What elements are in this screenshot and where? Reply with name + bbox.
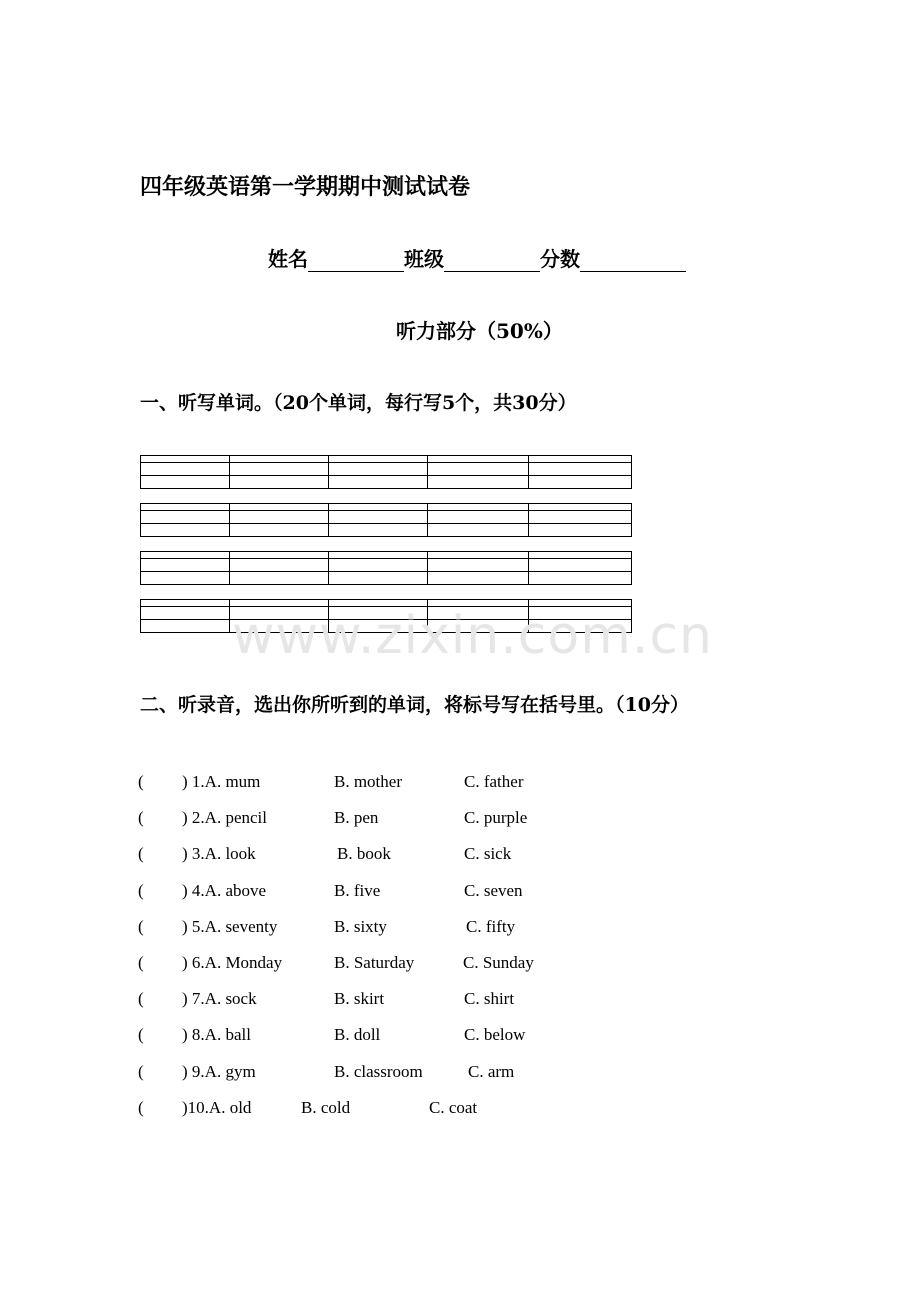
question-option-c: C. arm <box>468 1062 515 1081</box>
grid-line <box>140 488 632 489</box>
question-row <box>138 1098 558 1122</box>
question-option-a: ) 3.A. look <box>182 844 256 863</box>
question-option-b: B. five <box>334 881 381 900</box>
question-option-c: C. below <box>464 1025 526 1044</box>
grid-line <box>140 536 632 537</box>
dictation-cell[interactable] <box>329 503 427 536</box>
grid-divider <box>631 503 632 536</box>
answer-paren[interactable]: ( <box>138 1025 144 1044</box>
dictation-cell[interactable] <box>230 503 328 536</box>
class-blank[interactable] <box>444 249 540 272</box>
question-option-a: ) 8.A. ball <box>182 1025 251 1044</box>
question-option-c: C. sick <box>464 844 512 863</box>
answer-paren[interactable]: ( <box>138 917 144 936</box>
question-option-a: ) 6.A. Monday <box>182 953 283 972</box>
question-row <box>138 917 558 941</box>
answer-paren[interactable]: ( <box>138 844 144 863</box>
dictation-cell[interactable] <box>428 455 528 488</box>
dictation-grid-row <box>140 455 632 488</box>
dictation-cell[interactable] <box>141 455 229 488</box>
question-option-a: ) 2.A. pencil <box>182 808 267 827</box>
answer-paren[interactable]: ( <box>138 881 144 900</box>
score-label: 分数 <box>540 247 580 271</box>
listening-section-heading: 听力部分（50%） <box>396 319 563 343</box>
question-row <box>138 808 558 832</box>
score-blank[interactable] <box>580 249 686 272</box>
question-option-a: )10.A. old <box>182 1098 252 1117</box>
question-option-a: ) 7.A. sock <box>182 989 257 1008</box>
question-option-c: C. Sunday <box>463 953 534 972</box>
question-row <box>138 989 558 1013</box>
dictation-cell[interactable] <box>141 551 229 584</box>
question-row <box>138 1025 558 1049</box>
question-option-c: C. shirt <box>464 989 515 1008</box>
dictation-cell[interactable] <box>329 551 427 584</box>
question-option-b: B. Saturday <box>334 953 415 972</box>
question-option-c: C. fifty <box>466 917 516 936</box>
answer-paren[interactable]: ( <box>138 1062 144 1081</box>
question-option-c: C. father <box>464 772 524 791</box>
answer-paren[interactable]: ( <box>138 989 144 1008</box>
question-option-b: B. doll <box>334 1025 381 1044</box>
dictation-cell[interactable] <box>141 599 229 632</box>
question-option-a: ) 4.A. above <box>182 881 267 900</box>
grid-divider <box>631 455 632 488</box>
question-option-c: C. seven <box>464 881 523 900</box>
dictation-grid-row <box>140 503 632 536</box>
question-option-b: B. cold <box>301 1098 351 1117</box>
answer-paren[interactable]: ( <box>138 953 144 972</box>
name-label: 姓名 <box>268 247 308 271</box>
dictation-cell[interactable] <box>428 503 528 536</box>
dictation-cell[interactable] <box>529 551 631 584</box>
exam-title: 四年级英语第一学期期中测试试卷 <box>140 174 471 200</box>
section2-heading: 二、听录音，选出你所听到的单词，将标号写在括号里。（10分） <box>140 694 689 716</box>
question-option-b: B. mother <box>334 772 402 791</box>
question-option-b: B. pen <box>334 808 379 827</box>
section1-heading: 一、听写单词。（20个单词，每行写5个，共30分） <box>140 392 577 414</box>
question-option-b: B. skirt <box>334 989 385 1008</box>
question-row <box>138 1062 558 1086</box>
question-option-a: ) 5.A. seventy <box>182 917 278 936</box>
class-label: 班级 <box>404 247 444 271</box>
question-row <box>138 772 558 796</box>
dictation-cell[interactable] <box>529 503 631 536</box>
question-option-b: B. book <box>337 844 391 863</box>
dictation-cell[interactable] <box>230 455 328 488</box>
question-option-b: B. sixty <box>334 917 387 936</box>
watermark: www.zixin.com.cn <box>232 606 713 666</box>
grid-line <box>140 584 632 585</box>
question-option-c: C. coat <box>429 1098 478 1117</box>
question-option-a: ) 1.A. mum <box>182 772 261 791</box>
answer-paren[interactable]: ( <box>138 808 144 827</box>
question-option-c: C. purple <box>464 808 528 827</box>
dictation-grid-row <box>140 551 632 584</box>
question-row <box>138 953 558 977</box>
question-option-b: B. classroom <box>334 1062 423 1081</box>
name-blank[interactable] <box>308 249 404 272</box>
dictation-cell[interactable] <box>230 551 328 584</box>
dictation-cell[interactable] <box>428 551 528 584</box>
answer-paren[interactable]: ( <box>138 1098 144 1117</box>
dictation-cell[interactable] <box>141 503 229 536</box>
answer-paren[interactable]: ( <box>138 772 144 791</box>
question-row <box>138 844 558 868</box>
dictation-cell[interactable] <box>529 455 631 488</box>
grid-divider <box>631 551 632 584</box>
question-row <box>138 881 558 905</box>
question-option-a: ) 9.A. gym <box>182 1062 256 1081</box>
dictation-cell[interactable] <box>329 455 427 488</box>
student-info-line <box>268 243 686 272</box>
